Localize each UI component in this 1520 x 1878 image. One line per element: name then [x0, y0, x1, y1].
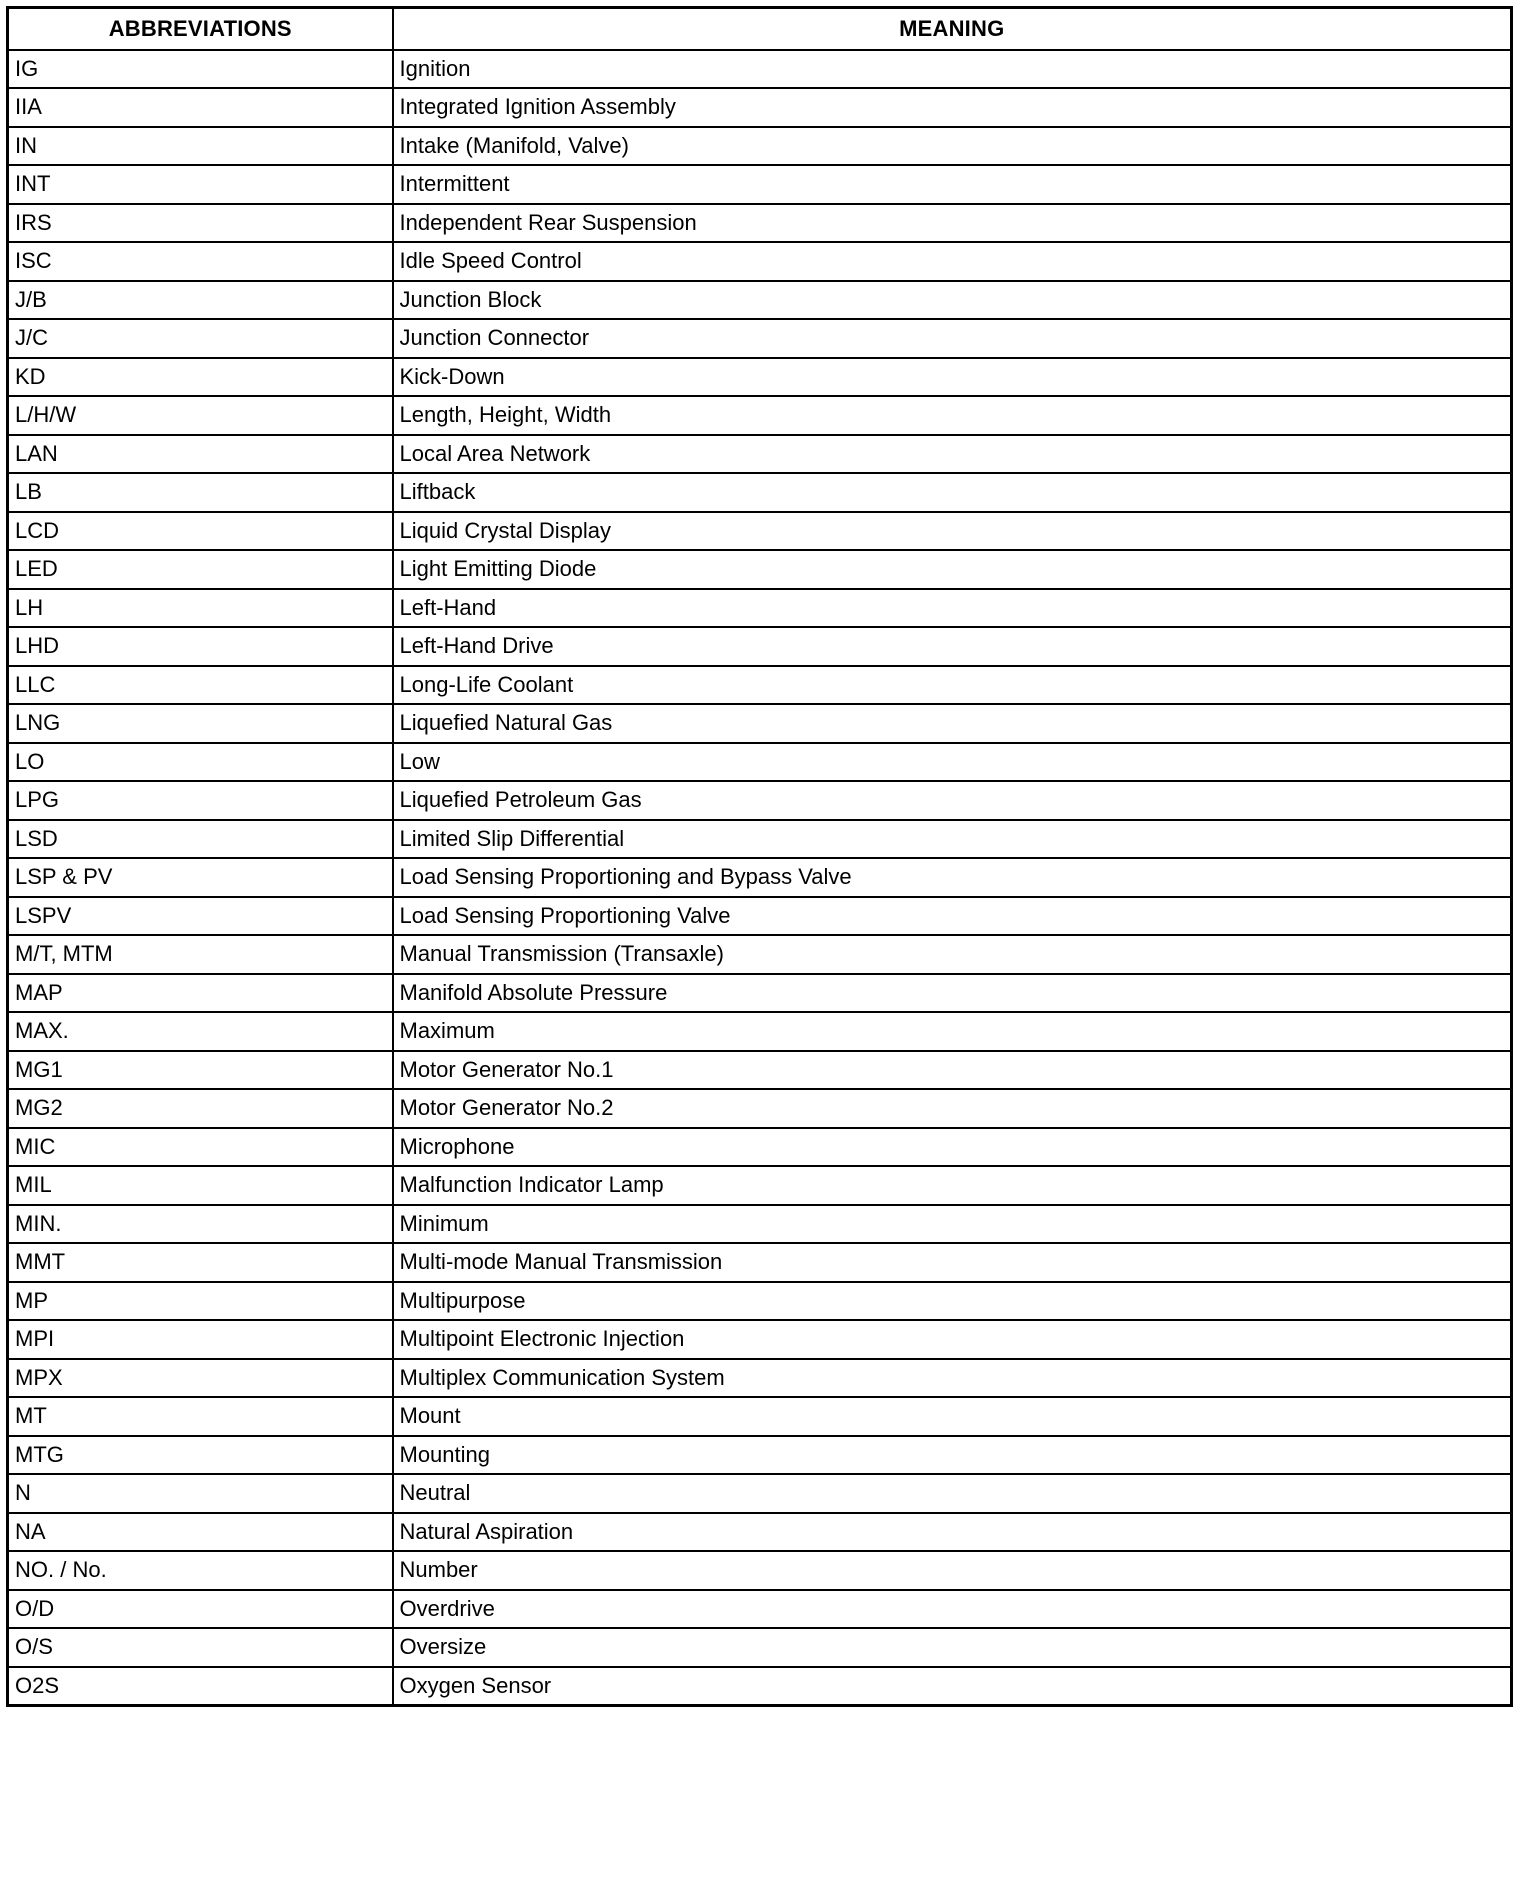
- table-row: [8, 935, 1512, 974]
- meaning-cell: Oversize: [393, 1628, 1512, 1667]
- abbreviations-table: [6, 6, 1513, 1707]
- table-row: [8, 1089, 1512, 1128]
- abbreviation-cell: N: [8, 1474, 393, 1513]
- meaning-cell: Multipoint Electronic Injection: [393, 1320, 1512, 1359]
- header-meaning: MEANING: [393, 8, 1512, 50]
- table-row: [8, 435, 1512, 474]
- abbreviation-cell: MG2: [8, 1089, 393, 1128]
- meaning-cell: Number: [393, 1551, 1512, 1590]
- table-row: [8, 858, 1512, 897]
- meaning-cell: Multi-mode Manual Transmission: [393, 1243, 1512, 1282]
- table-row: [8, 550, 1512, 589]
- meaning-cell: Malfunction Indicator Lamp: [393, 1166, 1512, 1205]
- abbreviation-cell: NO. / No.: [8, 1551, 393, 1590]
- abbreviation-cell: LCD: [8, 512, 393, 551]
- meaning-cell: Left-Hand: [393, 589, 1512, 628]
- meaning-cell: Low: [393, 743, 1512, 782]
- abbreviation-cell: INT: [8, 165, 393, 204]
- abbreviation-cell: MIN.: [8, 1205, 393, 1244]
- meaning-cell: Maximum: [393, 1012, 1512, 1051]
- meaning-cell: Liquefied Natural Gas: [393, 704, 1512, 743]
- table-header-row: [8, 8, 1512, 50]
- table-row: [8, 974, 1512, 1013]
- abbreviation-cell: MTG: [8, 1436, 393, 1475]
- table-row: [8, 1166, 1512, 1205]
- meaning-cell: Kick-Down: [393, 358, 1512, 397]
- meaning-cell: Light Emitting Diode: [393, 550, 1512, 589]
- abbreviation-cell: LSPV: [8, 897, 393, 936]
- table-row: [8, 1128, 1512, 1167]
- abbreviation-cell: MP: [8, 1282, 393, 1321]
- abbreviations-sheet: [6, 6, 1510, 1870]
- meaning-cell: Limited Slip Differential: [393, 820, 1512, 859]
- table-row: [8, 1513, 1512, 1552]
- meaning-cell: Multipurpose: [393, 1282, 1512, 1321]
- abbreviation-cell: J/B: [8, 281, 393, 320]
- table-row: [8, 1320, 1512, 1359]
- abbreviation-cell: LHD: [8, 627, 393, 666]
- header-abbreviations: ABBREVIATIONS: [8, 8, 393, 50]
- abbreviation-cell: LH: [8, 589, 393, 628]
- table-row: [8, 281, 1512, 320]
- abbreviation-cell: O/D: [8, 1590, 393, 1629]
- abbreviation-cell: MAX.: [8, 1012, 393, 1051]
- abbreviation-cell: LPG: [8, 781, 393, 820]
- table-row: [8, 666, 1512, 705]
- meaning-cell: Left-Hand Drive: [393, 627, 1512, 666]
- meaning-cell: Motor Generator No.2: [393, 1089, 1512, 1128]
- meaning-cell: Motor Generator No.1: [393, 1051, 1512, 1090]
- abbreviation-cell: L/H/W: [8, 396, 393, 435]
- abbreviation-cell: LLC: [8, 666, 393, 705]
- meaning-cell: Intermittent: [393, 165, 1512, 204]
- table-row: [8, 897, 1512, 936]
- meaning-cell: Intake (Manifold, Valve): [393, 127, 1512, 166]
- table-row: [8, 50, 1512, 89]
- abbreviation-cell: LAN: [8, 435, 393, 474]
- meaning-cell: Length, Height, Width: [393, 396, 1512, 435]
- table-row: [8, 319, 1512, 358]
- table-row: [8, 512, 1512, 551]
- abbreviation-cell: ISC: [8, 242, 393, 281]
- table-row: [8, 704, 1512, 743]
- table-row: [8, 1628, 1512, 1667]
- table-row: [8, 1436, 1512, 1475]
- table-body: [8, 50, 1512, 1706]
- abbreviation-cell: MIC: [8, 1128, 393, 1167]
- table-row: [8, 127, 1512, 166]
- abbreviation-cell: IN: [8, 127, 393, 166]
- abbreviation-cell: LED: [8, 550, 393, 589]
- meaning-cell: Overdrive: [393, 1590, 1512, 1629]
- table-row: [8, 88, 1512, 127]
- meaning-cell: Load Sensing Proportioning Valve: [393, 897, 1512, 936]
- table-row: [8, 1667, 1512, 1706]
- table-row: [8, 589, 1512, 628]
- abbreviation-cell: LB: [8, 473, 393, 512]
- table-row: [8, 204, 1512, 243]
- meaning-cell: Multiplex Communication System: [393, 1359, 1512, 1398]
- table-row: [8, 1397, 1512, 1436]
- table-row: [8, 1551, 1512, 1590]
- abbreviation-cell: MIL: [8, 1166, 393, 1205]
- table-row: [8, 242, 1512, 281]
- abbreviation-cell: IG: [8, 50, 393, 89]
- table-row: [8, 165, 1512, 204]
- table-row: [8, 1359, 1512, 1398]
- meaning-cell: Manifold Absolute Pressure: [393, 974, 1512, 1013]
- meaning-cell: Long-Life Coolant: [393, 666, 1512, 705]
- meaning-cell: Natural Aspiration: [393, 1513, 1512, 1552]
- table-row: [8, 396, 1512, 435]
- meaning-cell: Local Area Network: [393, 435, 1512, 474]
- abbreviation-cell: IRS: [8, 204, 393, 243]
- table-row: [8, 1051, 1512, 1090]
- abbreviation-cell: KD: [8, 358, 393, 397]
- meaning-cell: Liquefied Petroleum Gas: [393, 781, 1512, 820]
- abbreviation-cell: NA: [8, 1513, 393, 1552]
- meaning-cell: Independent Rear Suspension: [393, 204, 1512, 243]
- table-row: [8, 473, 1512, 512]
- table-row: [8, 1590, 1512, 1629]
- table-row: [8, 1012, 1512, 1051]
- abbreviation-cell: MG1: [8, 1051, 393, 1090]
- abbreviation-cell: LO: [8, 743, 393, 782]
- meaning-cell: Liquid Crystal Display: [393, 512, 1512, 551]
- meaning-cell: Liftback: [393, 473, 1512, 512]
- abbreviation-cell: MT: [8, 1397, 393, 1436]
- table-row: [8, 820, 1512, 859]
- meaning-cell: Load Sensing Proportioning and Bypass Valve: [393, 858, 1512, 897]
- table-row: [8, 743, 1512, 782]
- abbreviation-cell: LSD: [8, 820, 393, 859]
- abbreviation-cell: MPI: [8, 1320, 393, 1359]
- table-row: [8, 781, 1512, 820]
- meaning-cell: Integrated Ignition Assembly: [393, 88, 1512, 127]
- meaning-cell: Minimum: [393, 1205, 1512, 1244]
- meaning-cell: Neutral: [393, 1474, 1512, 1513]
- table-row: [8, 358, 1512, 397]
- table-row: [8, 627, 1512, 666]
- table-row: [8, 1205, 1512, 1244]
- table-row: [8, 1474, 1512, 1513]
- meaning-cell: Manual Transmission (Transaxle): [393, 935, 1512, 974]
- abbreviation-cell: LSP & PV: [8, 858, 393, 897]
- abbreviation-cell: LNG: [8, 704, 393, 743]
- meaning-cell: Oxygen Sensor: [393, 1667, 1512, 1706]
- abbreviation-cell: MAP: [8, 974, 393, 1013]
- abbreviation-cell: MPX: [8, 1359, 393, 1398]
- abbreviation-cell: IIA: [8, 88, 393, 127]
- abbreviation-cell: M/T, MTM: [8, 935, 393, 974]
- meaning-cell: Junction Connector: [393, 319, 1512, 358]
- meaning-cell: Mounting: [393, 1436, 1512, 1475]
- table-row: [8, 1243, 1512, 1282]
- meaning-cell: Idle Speed Control: [393, 242, 1512, 281]
- meaning-cell: Mount: [393, 1397, 1512, 1436]
- meaning-cell: Microphone: [393, 1128, 1512, 1167]
- meaning-cell: Ignition: [393, 50, 1512, 89]
- abbreviation-cell: MMT: [8, 1243, 393, 1282]
- meaning-cell: Junction Block: [393, 281, 1512, 320]
- table-row: [8, 1282, 1512, 1321]
- abbreviation-cell: O/S: [8, 1628, 393, 1667]
- abbreviation-cell: J/C: [8, 319, 393, 358]
- abbreviation-cell: O2S: [8, 1667, 393, 1706]
